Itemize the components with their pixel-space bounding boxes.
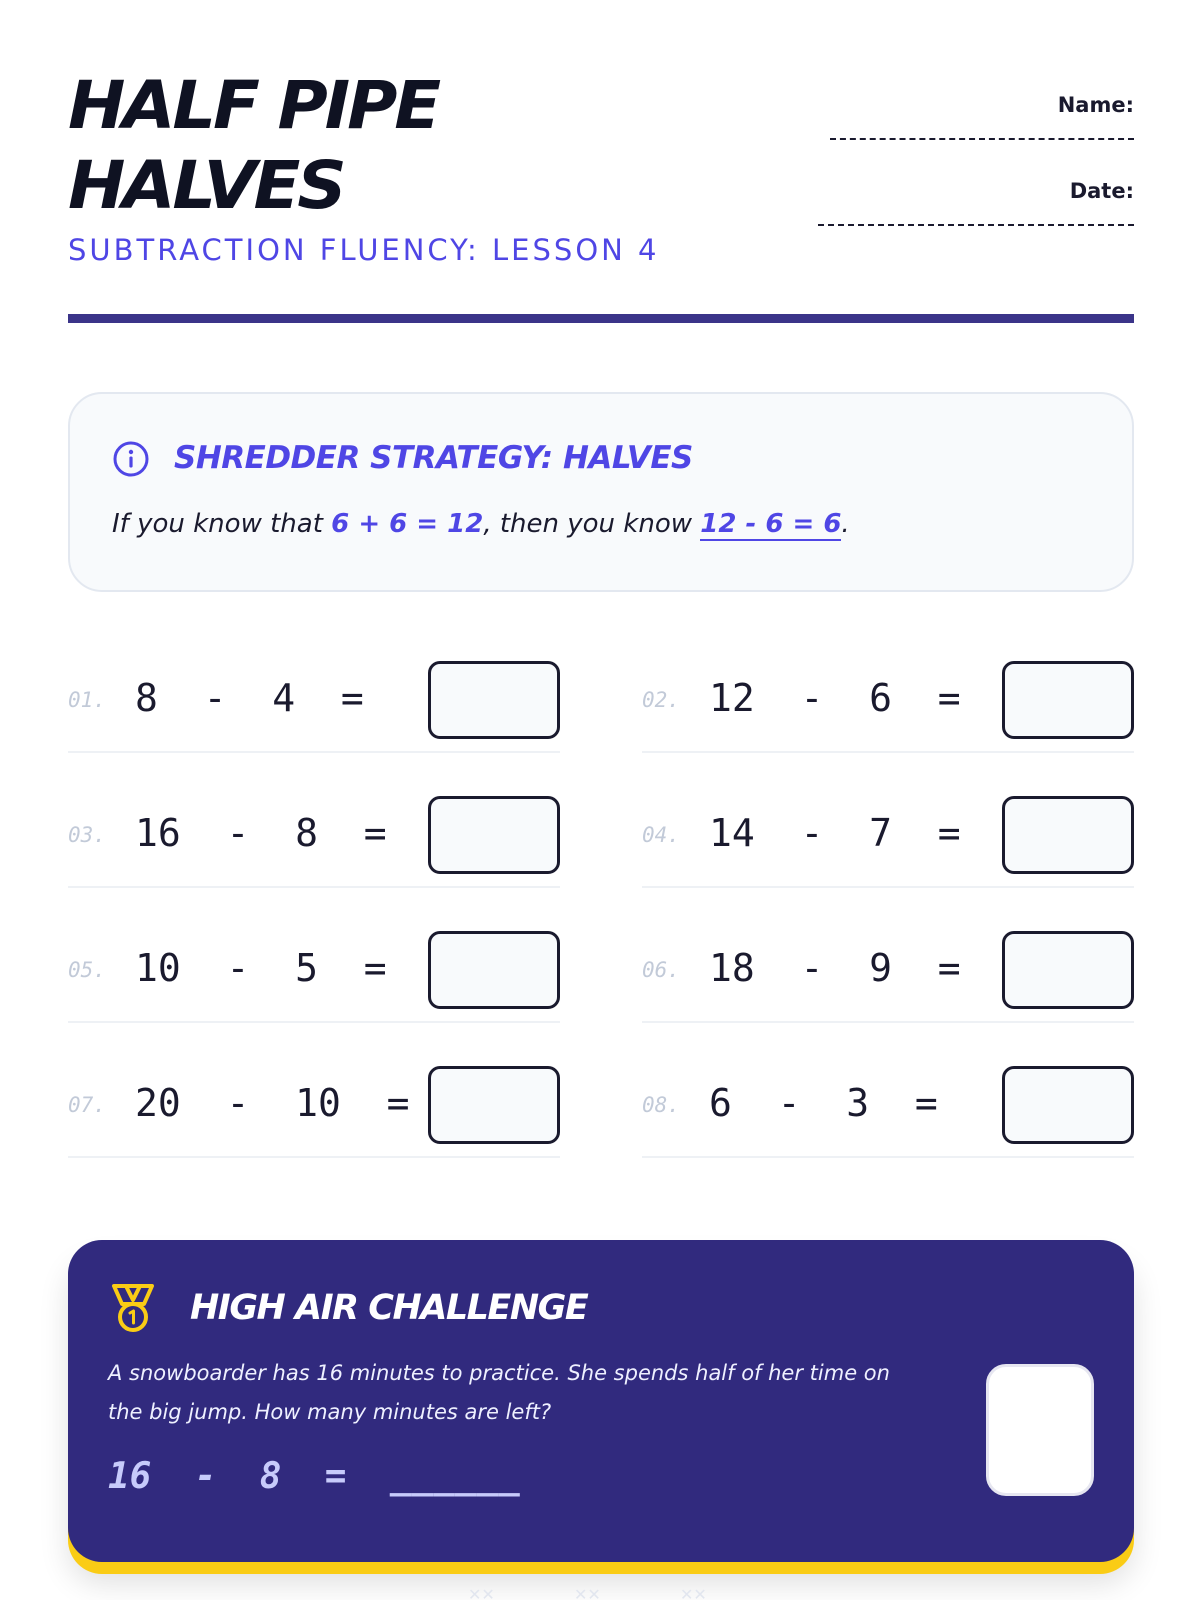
lesson-subtitle: SUBTRACTION FLUENCY: LESSON 4 [68, 233, 660, 267]
name-label: Name: [1057, 93, 1134, 117]
strategy-text-before: If you know that [112, 509, 332, 539]
strategy-box [68, 392, 1134, 592]
problem-number: 03. [68, 823, 106, 847]
problem-number: 01. [68, 688, 106, 712]
problem-equation: 14 - 7 = [709, 811, 961, 855]
problem-item [68, 1050, 560, 1158]
worksheet [68, 0, 1134, 1600]
answer-box[interactable] [428, 661, 560, 739]
challenge-equation: 16 - 8 = ______ [108, 1456, 520, 1497]
challenge-title: HIGH AIR CHALLENGE [190, 1288, 588, 1328]
student-info [814, 92, 1134, 226]
problem-equation: 18 - 9 = [709, 946, 961, 990]
footer-decoration: ✕✕ ✕✕ ✕✕ [468, 1585, 707, 1600]
answer-box[interactable] [428, 931, 560, 1009]
answer-box[interactable] [428, 796, 560, 874]
medal-icon [108, 1282, 158, 1336]
problem-item [642, 915, 1134, 1023]
problem-item [68, 780, 560, 888]
answer-box[interactable] [428, 1066, 560, 1144]
strategy-text [112, 506, 850, 542]
strategy-text-end: . [841, 509, 850, 539]
answer-box[interactable] [1002, 661, 1134, 739]
problem-equation: 16 - 8 = [135, 811, 387, 855]
answer-box[interactable] [1002, 931, 1134, 1009]
problem-number: 06. [642, 958, 680, 982]
challenge-box [68, 1240, 1134, 1562]
challenge-answer-box[interactable] [986, 1364, 1094, 1496]
answer-box[interactable] [1002, 1066, 1134, 1144]
problem-number: 08. [642, 1093, 680, 1117]
answer-box[interactable] [1002, 796, 1134, 874]
name-field[interactable] [830, 138, 1134, 140]
problem-equation: 12 - 6 = [709, 676, 961, 720]
problem-item [642, 780, 1134, 888]
derived-fact: 12 - 6 = 6 [700, 509, 842, 539]
title-line-1: HALF PIPE [68, 67, 439, 144]
date-label: Date: [1069, 179, 1134, 203]
header-divider [68, 314, 1134, 323]
problem-number: 05. [68, 958, 106, 982]
page-title [68, 66, 438, 226]
problem-item [642, 645, 1134, 753]
title-line-2: HALVES [68, 147, 344, 224]
date-field[interactable] [818, 224, 1134, 226]
problem-equation: 10 - 5 = [135, 946, 387, 990]
problem-number: 04. [642, 823, 680, 847]
problem-item [68, 645, 560, 753]
problem-equation: 20 - 10 = [135, 1081, 410, 1125]
strategy-text-middle: , then you know [483, 509, 701, 539]
problem-item [642, 1050, 1134, 1158]
problem-equation: 8 - 4 = [135, 676, 364, 720]
challenge-text: A snowboarder has 16 minutes to practice. She spends half of her time on the big jump. How many minutes are left? [108, 1361, 890, 1424]
problem-number: 07. [68, 1093, 106, 1117]
info-circle-icon [112, 440, 150, 478]
problem-item [68, 915, 560, 1023]
problem-number: 02. [642, 688, 680, 712]
known-fact: 6 + 6 = 12 [331, 509, 484, 539]
problem-equation: 6 - 3 = [709, 1081, 938, 1125]
strategy-title: SHREDDER STRATEGY: HALVES [174, 440, 693, 476]
